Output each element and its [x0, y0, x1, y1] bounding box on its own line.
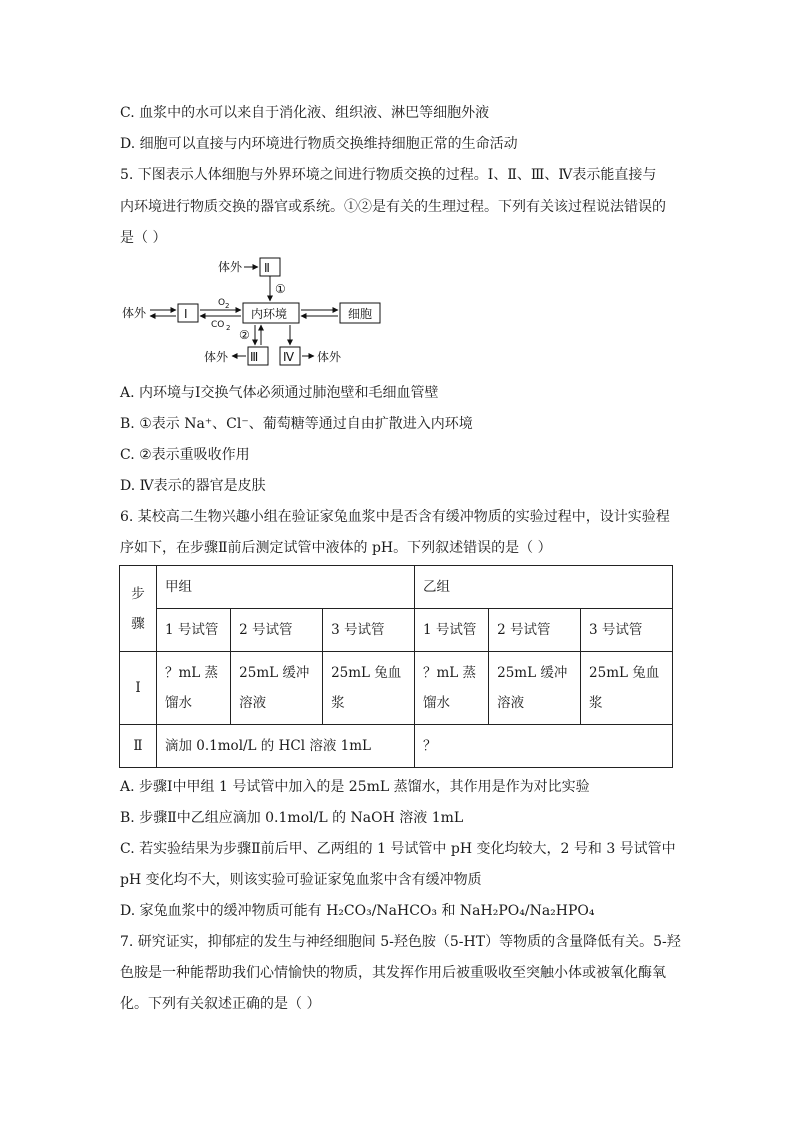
- outside-label-bottom-left: 体外: [204, 350, 229, 364]
- group-a-header: 甲组: [157, 566, 415, 609]
- q7-stem-line2: 色胺是一种能帮助我们心情愉快的物质，其发挥作用后被重吸收至突触小体或被氧化酶氧: [120, 965, 666, 981]
- group-b-header: 乙组: [414, 566, 672, 609]
- exchange-diagram: [118, 255, 388, 370]
- cell-line: 浆: [331, 695, 345, 711]
- tube-header-row: [120, 609, 673, 652]
- q5-option-d: D. Ⅳ表示的器官是皮肤: [120, 478, 266, 494]
- table-cell: [323, 652, 415, 725]
- internal-environment-label: 内环境: [251, 307, 288, 321]
- cell-line: 浆: [589, 695, 603, 711]
- exchange-diagram-svg: [118, 255, 388, 370]
- experiment-table: [119, 565, 673, 768]
- outside-label-bottom-right: 体外: [317, 350, 342, 364]
- table-cell: [489, 652, 581, 725]
- cell-line: 25mL 缓冲: [239, 665, 310, 681]
- o2-subscript: 2: [225, 302, 230, 310]
- q4-option-c: C. 血浆中的水可以来自于消化液、组织液、淋巴等细胞外液: [120, 105, 490, 121]
- cell-line: 馏水: [422, 695, 450, 711]
- table-cell: [231, 652, 323, 725]
- step2-group-a: 滴加 0.1mol/L 的 HCl 溶液 1mL: [157, 725, 415, 768]
- table-header-row: [120, 566, 673, 609]
- q6-option-b: B. 步骤Ⅱ中乙组应滴加 0.1mol/L 的 NaOH 溶液 1mL: [120, 810, 464, 826]
- q7-stem-line1: 7. 研究证实，抑郁症的发生与神经细胞间 5-羟色胺（5-HT）等物质的含量降低有关。5-羟: [120, 934, 681, 950]
- cell-line: 25mL 兔血: [331, 665, 402, 681]
- step2-label: Ⅱ: [120, 725, 157, 768]
- q6-stem-line2: 序如下，在步骤Ⅱ前后测定试管中液体的 pH。下列叙述错误的是（ ）: [120, 540, 552, 556]
- table-cell: [157, 652, 231, 725]
- q5-stem-line1: 5. 下图表示人体细胞与外界环境之间进行物质交换的过程。Ⅰ、Ⅱ、Ⅲ、Ⅳ表示能直接与: [120, 167, 657, 183]
- q5-stem-line2: 内环境进行物质交换的器官或系统。①②是有关的生理过程。下列有关该过程说法错误的: [120, 199, 666, 215]
- cell-label: 细胞: [348, 307, 373, 321]
- tube-header-a1: 1 号试管: [157, 609, 231, 652]
- q6-option-c-line1: C. 若实验结果为步骤Ⅱ前后甲、乙两组的 1 号试管中 pH 变化均较大，2 号和 3 号试管中: [120, 841, 676, 857]
- q5-option-c: C. ②表示重吸收作用: [120, 447, 250, 463]
- table-row-step1: [120, 652, 673, 725]
- process-2-label: ②: [239, 328, 250, 342]
- q5-stem-line3: 是（ ）: [120, 230, 167, 246]
- box-i: [178, 304, 198, 322]
- q7-stem-line3: 化。下列有关叙述正确的是（ ）: [120, 996, 321, 1012]
- box-i-label: Ⅰ: [184, 307, 188, 321]
- cell-line: 溶液: [239, 695, 267, 711]
- box-iv-label: Ⅳ: [283, 350, 295, 364]
- cell-line: ？mL 蒸: [165, 665, 219, 681]
- table-cell: [414, 652, 488, 725]
- tube-header-b2: 2 号试管: [489, 609, 581, 652]
- step1-label: Ⅰ: [120, 652, 157, 725]
- tube-header-b3: 3 号试管: [581, 609, 673, 652]
- o2-label: O: [218, 298, 226, 308]
- tube-header-a2: 2 号试管: [231, 609, 323, 652]
- cell-line: ？mL 蒸: [422, 665, 477, 681]
- outside-label-left: 体外: [122, 306, 147, 320]
- process-1-label: ①: [275, 282, 286, 296]
- cell-line: 25mL 兔血: [589, 665, 660, 681]
- tube-header-a3: 3 号试管: [323, 609, 415, 652]
- q4-option-d: D. 细胞可以直接与内环境进行物质交换维持细胞正常的生命活动: [120, 136, 518, 152]
- q6-option-c-line2: pH 变化均不大，则该实验可验证家兔血浆中含有缓冲物质: [120, 872, 482, 888]
- q5-option-b: B. ①表示 Na⁺、Cl⁻、葡萄糖等通过自由扩散进入内环境: [120, 416, 473, 432]
- cell-line: 馏水: [165, 695, 192, 711]
- box-ii-label: Ⅱ: [264, 261, 270, 275]
- step-header-char1: 步: [131, 585, 145, 602]
- box-iii-label: Ⅲ: [250, 350, 259, 364]
- tube-header-b1: 1 号试管: [414, 609, 488, 652]
- step-header-char2: 骤: [131, 615, 145, 632]
- co2-subscript: 2: [226, 324, 231, 332]
- step-header-cell: [120, 566, 157, 652]
- q6-option-d: D. 家兔血浆中的缓冲物质可能有 H₂CO₃/NaHCO₃ 和 NaH₂PO₄/Na₂HPO₄: [120, 903, 595, 919]
- table-cell: [581, 652, 673, 725]
- box-ii: [260, 258, 280, 276]
- outside-label-top: 体外: [218, 260, 243, 274]
- step2-group-b: ？: [414, 725, 672, 768]
- co2-label: CO: [211, 320, 225, 330]
- q5-option-a: A. 内环境与Ⅰ交换气体必须通过肺泡壁和毛细血管壁: [120, 385, 439, 401]
- q6-stem-line1: 6. 某校高二生物兴趣小组在验证家兔血浆中是否含有缓冲物质的实验过程中，设计实验程: [120, 509, 670, 525]
- cell-line: 溶液: [497, 695, 525, 711]
- cell-line: 25mL 缓冲: [497, 665, 568, 681]
- q6-option-a: A. 步骤Ⅰ中甲组 1 号试管中加入的是 25mL 蒸馏水，其作用是作为对比实验: [120, 779, 590, 795]
- table-row-step2: [120, 725, 673, 768]
